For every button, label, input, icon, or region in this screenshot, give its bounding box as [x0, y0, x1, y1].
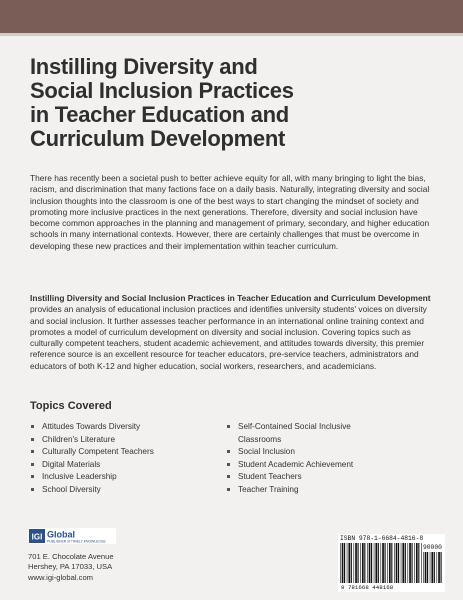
topic-item-continued: Classrooms: [238, 434, 282, 444]
barcode-bar: [385, 543, 386, 583]
topic-item: Digital Materials: [30, 459, 154, 472]
barcode-bar: [408, 543, 409, 583]
barcode-bar: [391, 543, 392, 583]
price-barcode-bars: [423, 552, 443, 583]
barcode-bar: [389, 543, 391, 583]
barcode-bar: [405, 543, 406, 583]
barcode-digits: 9 781668 448168: [341, 584, 394, 591]
barcode-bar: [409, 543, 411, 583]
svg-text:IGI: IGI: [31, 532, 43, 542]
barcode-bar: [425, 552, 427, 583]
barcode-bar: [396, 543, 398, 583]
barcode-bar: [441, 552, 442, 583]
barcode-bar: [438, 552, 440, 583]
top-color-band: [0, 0, 463, 33]
topic-item: Attitudes Towards Diversity: [30, 421, 154, 434]
price-code: 90000: [423, 544, 442, 551]
barcode-bar: [416, 543, 418, 583]
description-paragraph-1: There has recently been a societal push to better achieve equity for all, with many bringing to light the bias, racism, and discrimination that many factions face on a daily basis. Naturally, integrating diversity and social inclusion thoughts into the classroom is one of the best ways to start changing the mindset of society and promoting more inclusive practices in the next generations. Therefore, diversity and social inclusion have become common approaches in the planning and management of primary, secondary, and higher education schools in many international contexts. However, there are certainly challenges that must be overcome in developing these new practices and their implementation within teacher curriculum.: [30, 173, 430, 251]
barcode-bar: [375, 543, 377, 583]
topics-heading: Topics Covered: [30, 400, 112, 412]
topic-item: Inclusive Leadership: [30, 471, 154, 484]
isbn-barcode: [338, 534, 445, 592]
topic-item: School Diversity: [30, 484, 154, 497]
title-line: in Teacher Education and: [30, 102, 289, 127]
svg-text:PUBLISHER of TIMELY KNOWLEDGE: PUBLISHER of TIMELY KNOWLEDGE: [47, 539, 106, 544]
barcode-bar: [371, 543, 372, 583]
barcode-bar: [412, 543, 413, 583]
barcode-bar: [351, 543, 352, 583]
barcode-bar: [342, 543, 344, 583]
book-title-inline: Instilling Diversity and Social Inclusion Practices in Teacher Education and Curriculum Development: [30, 293, 431, 303]
barcode-bar: [437, 552, 438, 583]
barcode-bar: [382, 543, 384, 583]
barcode-bar: [430, 552, 431, 583]
barcode-bar: [348, 543, 350, 583]
barcode-bar: [362, 543, 364, 583]
barcode-bar: [347, 543, 348, 583]
topic-item: Student Teachers: [226, 471, 353, 484]
description-paragraph-2-text: provides an analysis of educational inclusion practices and identifies university students' voices on diversity and social inclusion. It further assesses teacher performance in an international online training context and promotes a model of curriculum development on diversity and social inclusion. Covering topics such as culturally competent teachers, student academic achievement, and attitudes towards diversity, this premier reference source is an excellent resource for teacher educators, pre-service teachers, administrators and educators of both K-12 and higher education, social workers, researchers, and academicians.: [30, 304, 427, 371]
barcode-bar: [398, 543, 399, 583]
topics-list-right: [226, 421, 353, 497]
title-line: Instilling Diversity and: [30, 54, 258, 79]
top-divider-line: [0, 33, 463, 36]
svg-text:Global: Global: [47, 529, 76, 540]
book-title: [30, 55, 442, 151]
title-line: Curriculum Development: [30, 126, 286, 151]
barcode-bar: [418, 543, 419, 583]
igi-global-logo: [28, 528, 116, 544]
barcode-bar: [355, 543, 357, 583]
description-paragraph-2: [30, 293, 442, 372]
barcode-bar: [340, 543, 341, 583]
topic-item: Culturally Competent Teachers: [30, 446, 154, 459]
barcode-bar: [387, 543, 388, 583]
topic-item: Student Academic Achievement: [226, 459, 353, 472]
barcode-bar: [421, 543, 422, 583]
barcode-bar: [344, 543, 345, 583]
title-line: Social Inclusion Practices: [30, 78, 294, 103]
barcode-bar: [374, 543, 375, 583]
topic-item: Social Inclusion: [226, 446, 353, 459]
topic-item: Teacher Training: [226, 484, 353, 497]
barcode-bar: [394, 543, 395, 583]
topic-item: Children's Literature: [30, 434, 154, 447]
back-cover-content: [30, 54, 442, 494]
barcode-bar: [431, 552, 433, 583]
barcode-bar: [414, 543, 415, 583]
barcode-bar: [364, 543, 365, 583]
barcode-bar: [381, 543, 382, 583]
publisher-address: [28, 552, 114, 583]
barcode-bar: [378, 543, 379, 583]
barcode-bar: [402, 543, 404, 583]
barcode-bar: [354, 543, 355, 583]
publisher-website: www.igi-global.com: [28, 572, 93, 582]
topics-list-left: [30, 421, 154, 497]
barcode-bars: [340, 543, 422, 583]
topic-item: Self-Contained Social Inclusive: [226, 421, 353, 434]
address-line: Hershey, PA 17033, USA: [28, 562, 113, 572]
barcode-bar: [434, 552, 435, 583]
barcode-bar: [369, 543, 371, 583]
barcode-bar: [360, 543, 361, 583]
barcode-bar: [427, 552, 428, 583]
barcode-bar: [358, 543, 359, 583]
isbn-text: ISBN 978-1-6684-4816-8: [340, 535, 424, 542]
barcode-bar: [423, 552, 424, 583]
address-line: 701 E. Chocolate Avenue: [28, 552, 114, 561]
barcode-bar: [367, 543, 368, 583]
barcode-bar: [401, 543, 402, 583]
